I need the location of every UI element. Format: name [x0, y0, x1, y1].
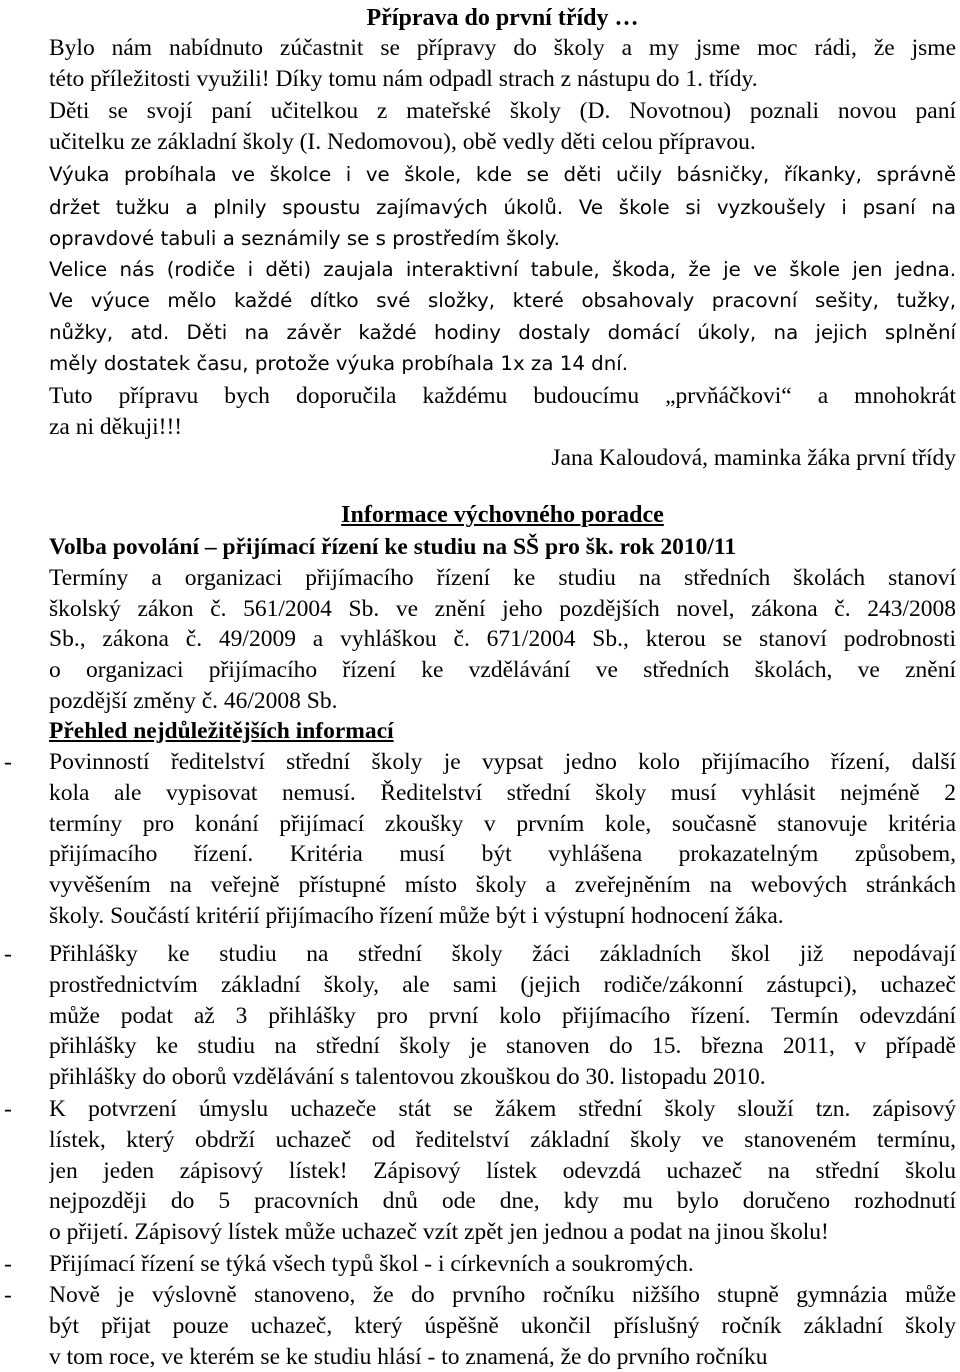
bullet-line: přihlášky do oborů vzdělávání s talentovou zkouškou do 30. listopadu 2010.	[49, 1064, 766, 1090]
intro-line: Termíny a organizaci přijímacího řízení ke studiu na středních školách stanoví	[49, 565, 956, 591]
bullet-line: termíny pro konání přijímací zkoušky v prvním kole, současně stanovuje kritéria	[49, 811, 956, 837]
body-line: nůžky, atd. Děti na závěr každé hodiny dostaly domácí úkoly, na jejich splnění	[49, 321, 956, 344]
body-line: za ni děkuji!!!	[49, 414, 183, 440]
bullet-line: Přihlášky ke studiu na střední školy žáci základních škol již nepodávají	[49, 941, 956, 967]
intro-line: pozdější změny č. 46/2008 Sb.	[49, 688, 338, 714]
bullet-marker: -	[4, 1282, 12, 1308]
bullet-line: K potvrzení úmyslu uchazeče stát se žákem střední školy slouží tzn. zápisový	[49, 1096, 956, 1122]
body-line: držet tužku a plnily spoustu zajímavých úkolů. Ve škole si vyzkoušely i psaní na	[49, 196, 956, 219]
body-line: Děti se svojí paní učitelkou z mateřské školy (D. Novotnou) poznali novou paní	[49, 98, 956, 124]
bullet-line: kola ale vypisovat nemusí. Ředitelství střední školy musí vyhlásit nejméně 2	[49, 780, 956, 806]
bullet-line: Nově je výslovně stanoveno, že do prvního ročníku nižšího stupně gymnázia může	[49, 1282, 956, 1308]
bullet-line: lístek, který obdrží uchazeč od ředitelství základní školy ve stanoveném termínu,	[49, 1127, 956, 1153]
body-line: Tuto přípravu bych doporučila každému budoucímu „prvňáčkovi“ a mnohokrát	[49, 383, 956, 409]
bullet-marker: -	[4, 1096, 12, 1122]
bullet-line: může podat až 3 přihlášky pro první kolo přijímacího řízení. Termín odevzdání	[49, 1003, 956, 1029]
bullet-line: nejpozději do 5 pracovních dnů ode dne, kdy mu bylo doručeno rozhodnutí	[49, 1188, 956, 1214]
section-subtitle: Volba povolání – přijímací řízení ke studiu na SŠ pro šk. rok 2010/11	[49, 534, 737, 560]
body-line: opravdové tabuli a seznámily se s prostředím školy.	[49, 227, 560, 250]
bullet-line: Povinností ředitelství střední školy je vypsat jedno kolo přijímacího řízení, další	[49, 749, 956, 775]
bullet-line: jen jeden zápisový lístek! Zápisový lístek odevzdá uchazeč na střední školu	[49, 1158, 956, 1184]
body-line: Výuka probíhala ve školce i ve škole, kde se děti učily básničky, říkanky, správně	[49, 163, 956, 186]
bullet-line: být přijat pouze uchazeč, který úspěšně ukončil příslušný ročník základní školy	[49, 1313, 956, 1339]
body-line: učitelku ze základní školy (I. Nedomovou), obě vedly děti celou přípravou.	[49, 129, 756, 155]
body-line: Ve výuce mělo každé dítko své složky, které obsahovaly pracovní sešity, tužky,	[49, 289, 956, 312]
body-line: Velice nás (rodiče i děti) zaujala interaktivní tabule, škoda, že je ve škole jen jedna.	[49, 258, 956, 281]
bullet-line: školy. Součástí kritérií přijímacího řízení může být i výstupní hodnocení žáka.	[49, 903, 784, 929]
bullet-marker: -	[4, 1251, 12, 1277]
body-line: této příležitosti využili! Díky tomu nám odpadl strach z nástupu do 1. třídy.	[49, 66, 758, 92]
bullet-line: o přijetí. Zápisový lístek může uchazeč vzít zpět jen jednou a podat na jinou školu!	[49, 1219, 829, 1245]
bullet-line: přijímacího řízení. Kritéria musí být vyhlášena prokazatelným způsobem,	[49, 841, 956, 867]
bullet-line: Přijímací řízení se týká všech typů škol - i církevních a soukromých.	[49, 1251, 694, 1277]
bullet-line: v tom roce, ve kterém se ke studiu hlásí - to znamená, že do prvního ročníku	[49, 1344, 768, 1370]
intro-line: Sb., zákona č. 49/2009 a vyhláškou č. 671/2004 Sb., kterou se stanoví podrobnosti	[49, 626, 956, 652]
bullet-marker: -	[4, 941, 12, 967]
intro-line: školský zákon č. 561/2004 Sb. ve znění jeho pozdějších novel, zákona č. 243/2008	[49, 596, 956, 622]
bullet-line: vyvěšením na veřejně přístupné místo školy a zveřejněním na webových stránkách	[49, 872, 956, 898]
signature: Jana Kaloudová, maminka žáka první třídy	[551, 445, 956, 471]
intro-line: o organizaci přijímacího řízení ke vzdělávání ve středních školách, ve znění	[49, 657, 956, 683]
body-line: Bylo nám nabídnuto zúčastnit se přípravy do školy a my jsme moc rádi, že jsme	[49, 35, 956, 61]
section-title: Informace výchovného poradce	[341, 502, 664, 528]
bullet-marker: -	[4, 749, 12, 775]
article-title: Příprava do první třídy …	[366, 5, 639, 31]
body-line: měly dostatek času, protože výuka probíhala 1x za 14 dní.	[49, 352, 629, 375]
overview-heading: Přehled nejdůležitějších informací	[49, 718, 394, 744]
bullet-line: přihlášky ke studiu na střední školy je stanoven do 15. března 2011, v případě	[49, 1033, 956, 1059]
bullet-line: prostřednictvím základní školy, ale sami (jejich rodiče/zákonní zástupci), uchazeč	[49, 972, 956, 998]
